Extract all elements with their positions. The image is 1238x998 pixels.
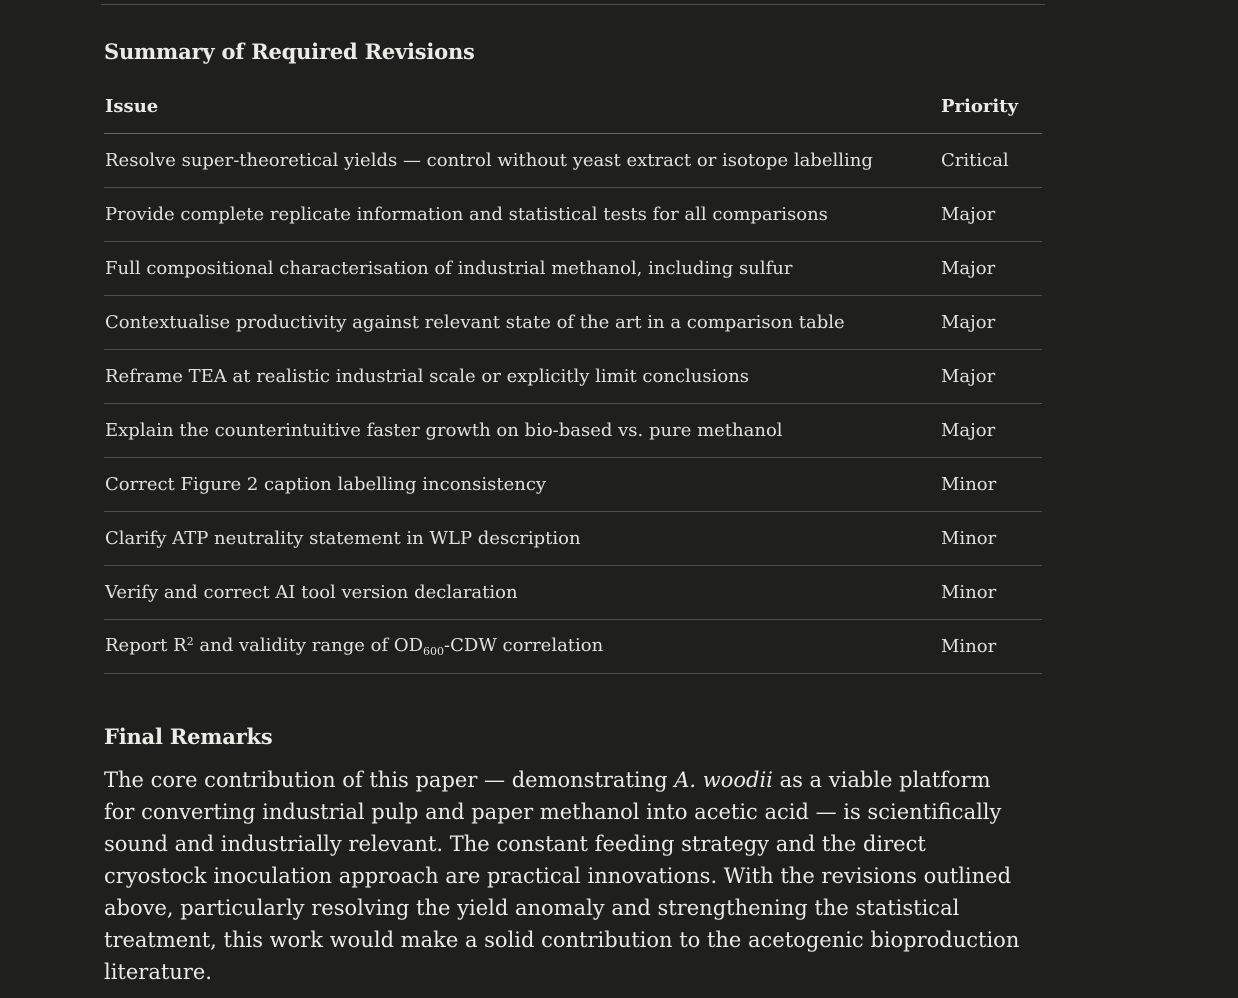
table-row xyxy=(104,566,1042,620)
organism-name: A. woodii xyxy=(674,768,773,792)
table-row xyxy=(104,242,1042,296)
priority-cell: Major xyxy=(941,242,1042,296)
priority-cell: Minor xyxy=(941,620,1042,674)
issue-cell: Correct Figure 2 caption labelling inconsistency xyxy=(104,458,941,512)
issue-cell: Clarify ATP neutrality statement in WLP description xyxy=(104,512,941,566)
table-row xyxy=(104,620,1042,674)
priority-cell: Minor xyxy=(941,512,1042,566)
subscript: 600 xyxy=(423,645,445,658)
issue-cell: Resolve super-theoretical yields — control without yeast extract or isotope labelling xyxy=(104,134,941,188)
summary-heading: Summary of Required Revisions xyxy=(104,39,475,64)
table-row xyxy=(104,458,1042,512)
issue-cell: Full compositional characterisation of industrial methanol, including sulfur xyxy=(104,242,941,296)
table-header-row xyxy=(104,80,1042,134)
table-row xyxy=(104,512,1042,566)
priority-cell: Minor xyxy=(941,566,1042,620)
issue-text-part: -CDW correlation xyxy=(444,635,604,656)
priority-cell: Major xyxy=(941,296,1042,350)
issue-cell: Provide complete replicate information and statistical tests for all comparisons xyxy=(104,188,941,242)
table-row xyxy=(104,296,1042,350)
table-row xyxy=(104,188,1042,242)
priority-cell: Critical xyxy=(941,134,1042,188)
issue-cell: Reframe TEA at realistic industrial scale or explicitly limit conclusions xyxy=(104,350,941,404)
revisions-table xyxy=(104,80,1042,674)
issue-cell: Verify and correct AI tool version declaration xyxy=(104,566,941,620)
top-divider xyxy=(101,4,1045,5)
issue-cell xyxy=(104,620,941,674)
table-row xyxy=(104,404,1042,458)
priority-cell: Minor xyxy=(941,458,1042,512)
priority-cell: Major xyxy=(941,188,1042,242)
priority-cell: Major xyxy=(941,350,1042,404)
issue-cell: Contextualise productivity against relevant state of the art in a comparison table xyxy=(104,296,941,350)
remarks-text-part: as a viable platform for converting industrial pulp and paper methanol into acetic acid — is scientifically sound and industrially relevant. The constant feeding strategy and the direct cryostock inoculation approach are practical innovations. With the revisions outlined above, particularly resolving the yield anomaly and strengthening the statistical treatment, this work would make a solid contribution to the acetogenic bioproduction literature. xyxy=(104,768,1020,984)
final-remarks-heading: Final Remarks xyxy=(104,724,273,749)
remarks-text-part: The core contribution of this paper — demonstrating xyxy=(104,768,675,792)
column-header-issue: Issue xyxy=(104,80,941,134)
final-remarks-paragraph xyxy=(104,764,1024,988)
issue-text-part: Report R xyxy=(105,635,187,656)
issue-cell: Explain the counterintuitive faster growth on bio-based vs. pure methanol xyxy=(104,404,941,458)
table-row xyxy=(104,350,1042,404)
column-header-priority: Priority xyxy=(941,80,1042,134)
priority-cell: Major xyxy=(941,404,1042,458)
issue-text-part: and validity range of OD xyxy=(193,635,424,656)
table-row xyxy=(104,134,1042,188)
superscript: 2 xyxy=(186,635,194,648)
